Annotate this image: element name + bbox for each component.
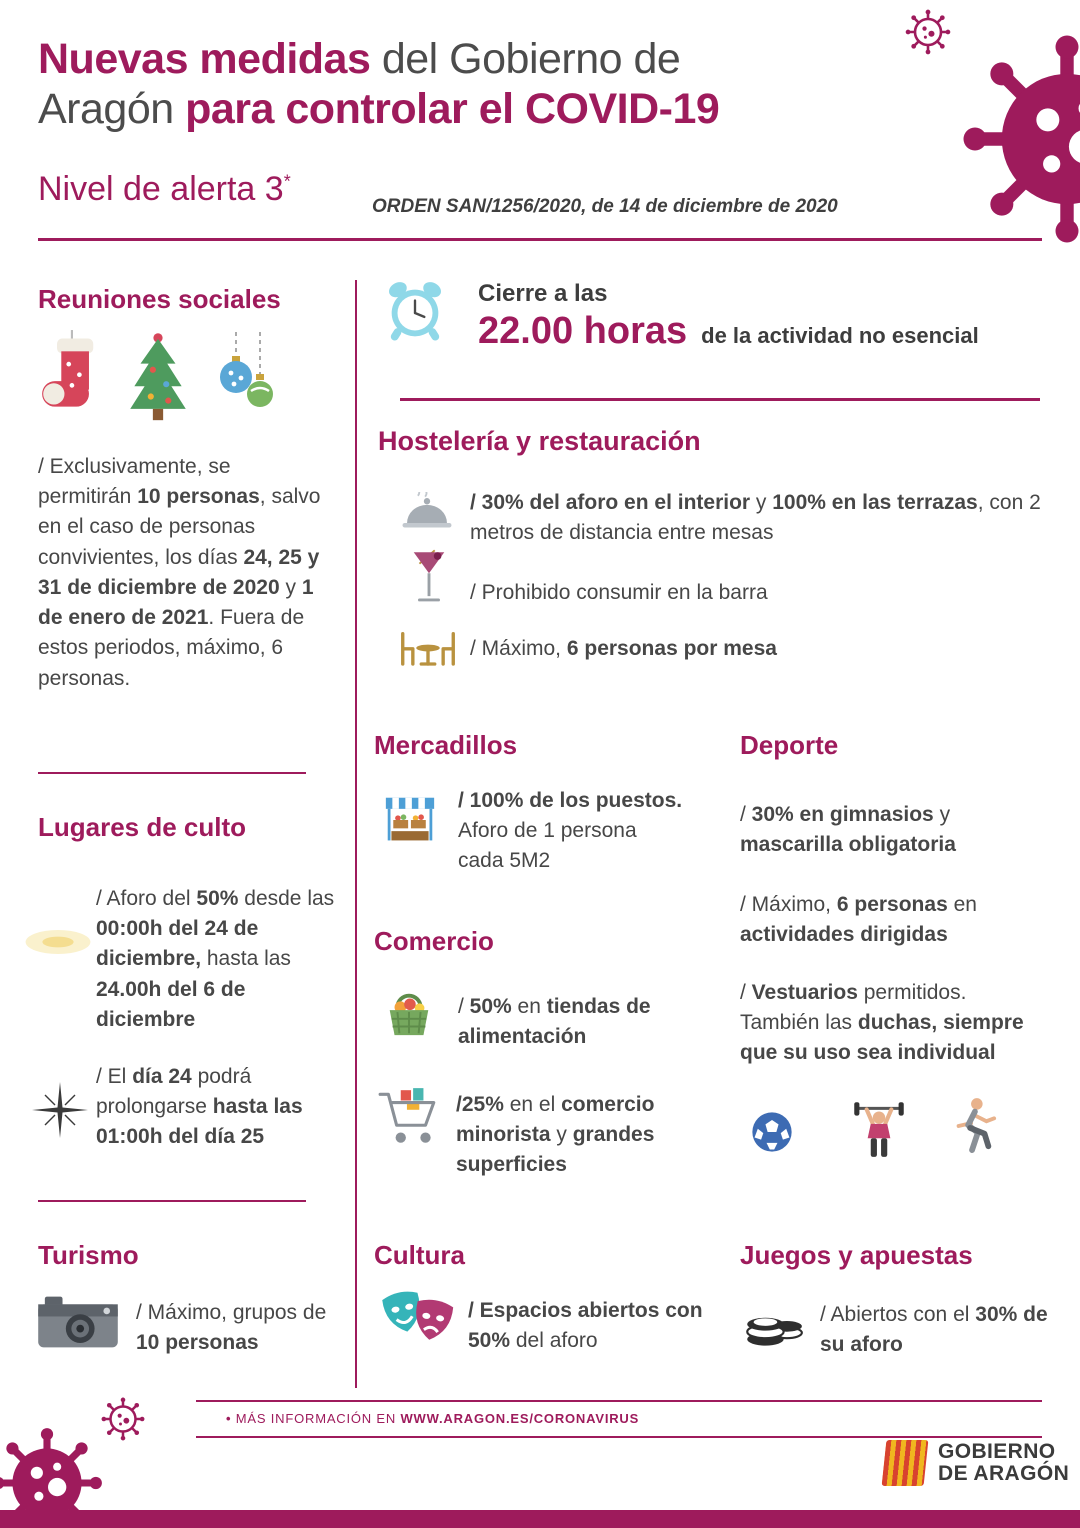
closing-time-value: 22.00 horas bbox=[478, 310, 688, 352]
cloche-icon bbox=[398, 492, 456, 534]
page-title-line2: Aragón para controlar el COVID-19 bbox=[38, 85, 720, 134]
section-title-turismo: Turismo bbox=[38, 1240, 139, 1270]
comercio-item2-text: /25% en el comercio minorista y grandes superficies bbox=[456, 1093, 655, 1177]
section-title-culto: Lugares de culto bbox=[38, 812, 247, 842]
order-reference: ORDEN SAN/1256/2020, de 14 de diciembre de 2020 bbox=[372, 196, 838, 217]
culto-item1-text: / Aforo del 50% desde las 00:00h del 24 de diciembre, hasta las 24.00h del 6 de diciembre bbox=[96, 887, 335, 1031]
poker-chips-icon bbox=[744, 1294, 804, 1348]
candle-glow-icon bbox=[22, 918, 94, 966]
section-title-mercadillos: Mercadillos bbox=[374, 730, 518, 760]
soccer-ball-icon bbox=[748, 1108, 796, 1156]
hosteleria-item3-text: / Máximo, 6 personas por mesa bbox=[470, 637, 777, 660]
footer-info-bar bbox=[196, 1400, 1042, 1438]
left-divider-2 bbox=[38, 1200, 306, 1202]
alert-level: Nivel de alerta 3* bbox=[38, 170, 291, 208]
turismo-text: / Máximo, grupos de 10 personas bbox=[136, 1301, 327, 1355]
camera-icon bbox=[36, 1292, 120, 1352]
virus-icon bbox=[952, 24, 1080, 254]
section-title-reuniones: Reuniones sociales bbox=[38, 284, 281, 314]
section-title-cultura: Cultura bbox=[374, 1240, 465, 1270]
deporte-item3-text: / Vestuarios permitidos. También las duchas, siempre que su uso sea individual bbox=[740, 981, 1024, 1065]
shopping-cart-icon bbox=[376, 1086, 442, 1148]
closing-time-tail: de la actividad no esencial bbox=[701, 323, 979, 348]
page-title-line1: Nuevas medidas del Gobierno de bbox=[38, 35, 681, 83]
theater-masks-icon bbox=[378, 1288, 454, 1350]
weightlifter-icon bbox=[852, 1096, 906, 1162]
comercio-item1-text: / 50% en tiendas de alimentación bbox=[458, 995, 651, 1049]
section-title-comercio: Comercio bbox=[374, 926, 494, 956]
header-divider bbox=[38, 238, 1042, 241]
market-stall-icon bbox=[382, 794, 438, 846]
closing-time-block bbox=[478, 280, 1044, 353]
bottom-accent-bar bbox=[0, 1510, 1080, 1528]
closing-time-lead: Cierre a las bbox=[478, 280, 608, 307]
juegos-text: / Abiertos con el 30% de su aforo bbox=[820, 1303, 1048, 1357]
deporte-item1-text: / 30% en gimnasios y mascarilla obligatoria bbox=[740, 803, 956, 857]
alarm-clock-icon bbox=[380, 278, 450, 348]
aragon-flag-icon bbox=[882, 1440, 929, 1486]
section-title-deporte: Deporte bbox=[740, 730, 839, 760]
virus-icon bbox=[902, 6, 954, 58]
section-title-hosteleria: Hostelería y restauración bbox=[378, 426, 701, 456]
vertical-divider bbox=[355, 280, 357, 1388]
cocktail-icon bbox=[408, 548, 450, 608]
logo-line2: DE ARAGÓN bbox=[938, 1462, 1070, 1485]
deporte-item2-text: / Máximo, 6 personas en actividades dirigidas bbox=[740, 893, 977, 947]
page-title bbox=[38, 34, 858, 135]
star-icon bbox=[30, 1080, 90, 1140]
culto-item2-text: / El día 24 podrá prolongarse hasta las 01:00h del día 25 bbox=[96, 1065, 303, 1149]
hosteleria-item2-text: / Prohibido consumir en la barra bbox=[470, 581, 768, 604]
christmas-icons-row bbox=[40, 330, 280, 428]
reuniones-text: / Exclusivamente, se permitirán 10 personas, salvo en el caso de personas convivientes, los días 24, 25 y 31 de diciembre de 2020 y 1 de enero de 2021. Fuera de estos periodos, máximo, 6 personas. bbox=[38, 455, 321, 690]
logo-text bbox=[938, 1441, 1069, 1485]
logo-line1: GOBIERNO bbox=[938, 1439, 1056, 1463]
grocery-basket-icon bbox=[380, 986, 438, 1040]
alert-asterisk: * bbox=[283, 171, 291, 192]
table-chairs-icon bbox=[396, 628, 460, 668]
left-divider-1 bbox=[38, 772, 306, 774]
christmas-tree-icon bbox=[122, 330, 194, 428]
christmas-stocking-icon bbox=[40, 330, 106, 428]
right-divider bbox=[400, 398, 1040, 401]
runner-icon bbox=[948, 1096, 998, 1158]
hosteleria-item1-text: / 30% del aforo en el interior y 100% en las terrazas, con 2 metros de distancia entre mesas bbox=[470, 491, 1041, 545]
gobierno-aragon-logo bbox=[884, 1440, 1069, 1486]
section-title-juegos: Juegos y apuestas bbox=[740, 1240, 973, 1270]
baubles-icon bbox=[210, 330, 280, 428]
mercadillos-text: / 100% de los puestos. Aforo de 1 persona cada 5M2 bbox=[458, 789, 683, 873]
footer-info-text: • MÁS INFORMACIÓN EN WWW.ARAGON.ES/CORONAVIRUS bbox=[226, 1411, 640, 1426]
cultura-text: / Espacios abiertos con 50% del aforo bbox=[468, 1299, 703, 1353]
